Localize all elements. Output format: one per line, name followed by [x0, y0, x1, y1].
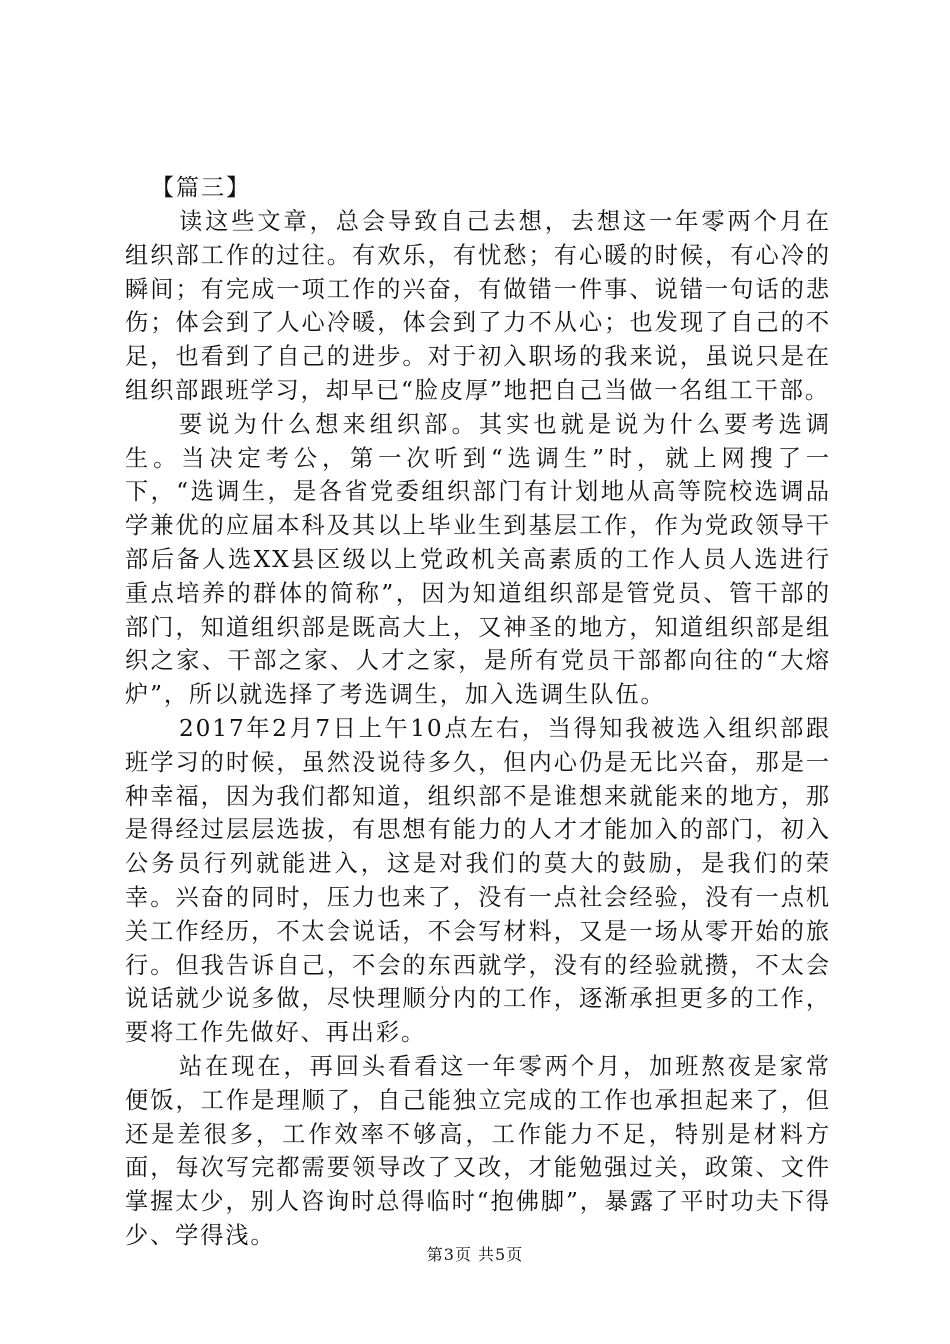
document-body: [125, 171, 831, 1253]
paragraph-3: 2017年2月7日上午10点左右，当得知我被选入组织部跟班学习的时候，虽然没说待多久，但内心仍是无比兴奋，那是一种幸福，因为我们都知道，组织部不是谁想来就能来的地方，那是得经过层层选拔，有思想有能力的人才才能加入的部门，初入公务员行列就能进入，这是对我们的莫大的鼓励，是我们的荣幸。兴奋的同时，压力也来了，没有一点社会经验，没有一点机关工作经历，不太会说话，不会写材料，又是一场从零开始的旅行。但我告诉自己，不会的东西就学，没有的经验就攒，不太会说话就少说多做，尽快理顺分内的工作，逐渐承担更多的工作，要将工作先做好、再出彩。: [125, 714, 831, 1047]
section-heading: 【篇三】: [151, 175, 251, 201]
page-number-footer: 第3页 共5页: [426, 1245, 524, 1264]
paragraph-2: 要说为什么想来组织部。其实也就是说为什么要考选调生。当决定考公，第一次听到“选调生”时，就上网搜了一下，“选调生，是各省党委组织部门有计划地从高等院校选调品学兼优的应届本科及其以上毕业生到基层工作，作为党政领导干部后备人选XX县区级以上党政机关高素质的工作人员人选进行重点培养的群体的简称”，因为知道组织部是管党员、管干部的部门，知道组织部是既高大上，又神圣的地方，知道组织部是组织之家、干部之家、人才之家，是所有党员干部都向往的“大熔炉”，所以就选择了考选调生，加入选调生队伍。: [125, 410, 831, 709]
paragraph-4: 站在现在，再回头看看这一年零两个月，加班熬夜是家常便饭，工作是理顺了，自己能独立完成的工作也承担起来了，但还是差很多，工作效率不够高，工作能力不足，特别是材料方面，每次写完都需要领导改了又改，才能勉强过关，政策、文件掌握太少，别人咨询时总得临时“抱佛脚”，暴露了平时功夫下得少、学得浅。: [125, 1052, 831, 1249]
paragraph-1: 读这些文章，总会导致自己去想，去想这一年零两个月在组织部工作的过往。有欢乐，有忧愁；有心暖的时候，有心冷的瞬间；有完成一项工作的兴奋，有做错一件事、说错一句话的悲伤；体会到了人心冷暖，体会到了力不从心；也发现了自己的不足，也看到了自己的进步。对于初入职场的我来说，虽说只是在组织部跟班学习，却早已“脸皮厚”地把自己当做一名组工干部。: [125, 208, 831, 404]
